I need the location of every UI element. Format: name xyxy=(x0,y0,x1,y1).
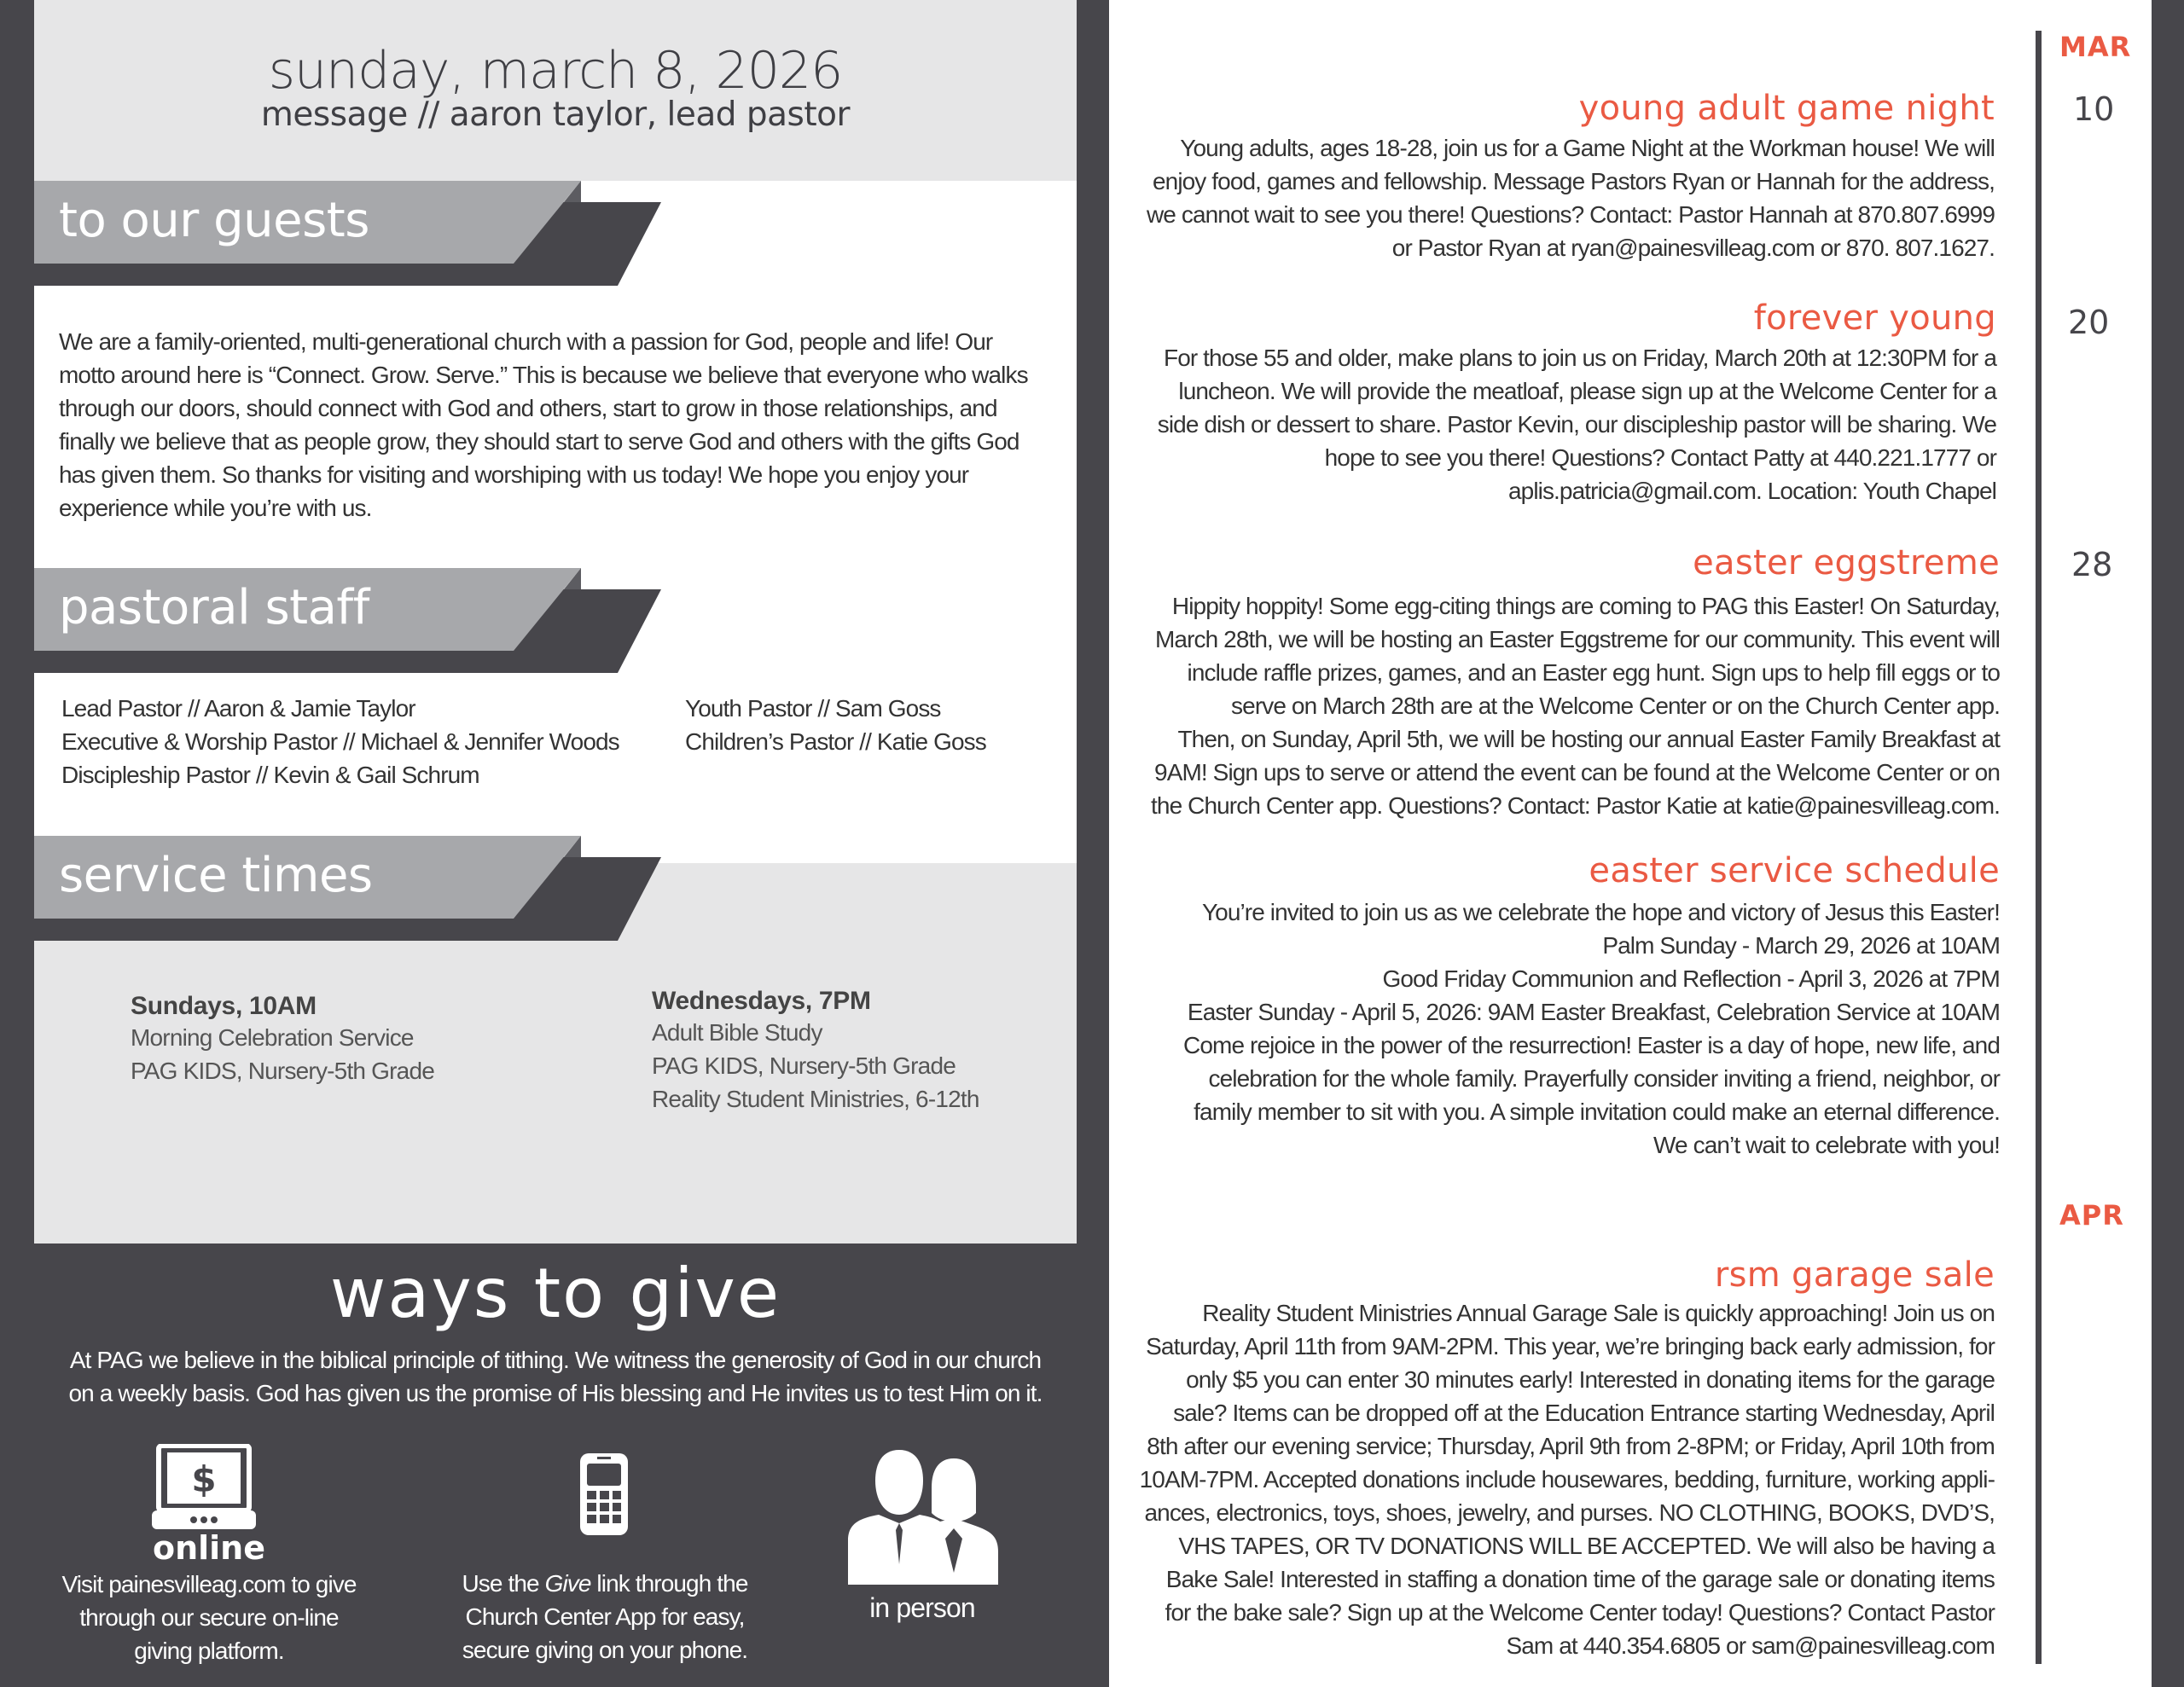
event-easter-eggstreme xyxy=(1109,543,2000,822)
event-young-adult-game-night xyxy=(1109,89,1995,264)
svg-text:$: $ xyxy=(191,1458,217,1500)
section-title: service times xyxy=(59,848,373,903)
text-line: At PAG we believe in the biblical principle of tithing. We witness the generosity of God in our church xyxy=(69,1347,1042,1373)
text-line: the Church Center app. Questions? Contact: Pastor Katie at katie@painesvilleag.com. xyxy=(1151,792,2000,819)
text-line: March 28th, we will be hosting an Easter Eggstreme for our community. This event will xyxy=(1154,626,2000,652)
service-heading: Sundays, 10AM xyxy=(131,992,317,1020)
text-line: Then, on Sunday, April 5th, we will be hosting our annual Easter Family Breakfast at xyxy=(1177,726,2000,752)
text-line: We are a family-oriented, multi-generational church with a passion for God, people and life! Our xyxy=(59,328,993,355)
text-line: aplis.patricia@gmail.com. Location: Youth Chapel xyxy=(1507,478,1996,504)
text-line: Children’s Pastor // Katie Goss xyxy=(685,728,986,755)
give-intro xyxy=(34,1342,1077,1409)
text-line: Hippity hoppity! Some egg-citing things are coming to PAG this Easter! On Saturday, xyxy=(1171,593,2000,619)
day-number: 20 xyxy=(2068,304,2110,341)
section-banner-staff xyxy=(34,568,665,675)
give-title: ways to give xyxy=(329,1254,781,1333)
service-sunday xyxy=(131,992,434,1087)
text-line: Youth Pastor // Sam Goss xyxy=(685,695,941,722)
staff-column-1 xyxy=(61,692,619,791)
text-line: For those 55 and older, make plans to join us on Friday, March 20th at 12:30PM for a xyxy=(1163,345,1996,371)
text-line: for the bake sale? Sign up at the Welcome Center today! Questions? Contact Pastor xyxy=(1165,1599,1995,1626)
text-line: Bake Sale! Interested in staffing a donation time of the garage sale or donating items xyxy=(1165,1566,1995,1592)
message-speaker: message // aaron taylor, lead pastor xyxy=(260,96,851,134)
laptop-dollar-icon xyxy=(152,1444,256,1535)
text-line: Come rejoice in the power of the resurrection! Easter is a day of hope, new life, and xyxy=(1183,1032,2000,1058)
text-part: link through the xyxy=(590,1570,748,1597)
online-label: online xyxy=(152,1529,266,1567)
text-line: only $5 you can enter 30 minutes early! Interested in donating items for the garage xyxy=(1186,1366,1995,1393)
text-line: hope to see you there! Questions? Contact Patty at 440.221.1777 or xyxy=(1324,444,1996,471)
text-line: through our secure on-line xyxy=(79,1604,339,1631)
text-line: Morning Celebration Service xyxy=(131,1024,414,1051)
text-line: on a weekly basis. God has given us the promise of His blessing and He invites us to test Him on it. xyxy=(68,1380,1043,1406)
text-line xyxy=(434,1567,775,1600)
service-heading: Wednesdays, 7PM xyxy=(652,987,871,1015)
text-line: Young adults, ages 18-28, join us for a Game Night at the Workman house! We will xyxy=(1180,135,1995,161)
section-title: pastoral staff xyxy=(59,580,369,635)
event-description xyxy=(1109,896,2000,1162)
online-text xyxy=(38,1568,380,1667)
event-title: rsm garage sale xyxy=(1714,1255,1995,1295)
text-line: 9AM! Sign ups to serve or attend the event can be found at the Welcome Center or on xyxy=(1154,759,2000,786)
service-lines xyxy=(652,1016,979,1116)
text-line: PAG KIDS, Nursery-5th Grade xyxy=(131,1058,435,1084)
text-line: has given them. So thanks for visiting and worshiping with us today! We hope you enjoy your xyxy=(59,461,969,488)
event-easter-service-schedule xyxy=(1109,851,2000,1162)
section-title: to our guests xyxy=(59,193,369,248)
event-title: forever young xyxy=(1753,299,1996,338)
text-part: Use the xyxy=(462,1570,545,1597)
in-person-label: in person xyxy=(869,1592,975,1623)
text-line: celebration for the whole family. Prayerfully consider inviting a friend, neighbor, or xyxy=(1208,1065,2000,1092)
text-line: Church Center App for easy, xyxy=(465,1603,745,1630)
event-title: easter service schedule xyxy=(1589,851,2000,890)
text-line: serve on March 28th are at the Welcome Center or on the Church Center app. xyxy=(1231,693,2000,719)
text-line: through our doors, should connect with God and others, start to grow in those relationships, and xyxy=(59,395,997,421)
app-text xyxy=(434,1567,775,1667)
text-line: 10AM-7PM. Accepted donations include housewares, bedding, furniture, working appli- xyxy=(1139,1466,1995,1493)
text-line: Executive & Worship Pastor // Michael & Jennifer Woods xyxy=(61,728,619,755)
text-line: experience while you’re with us. xyxy=(59,495,372,521)
text-line: enjoy food, games and fellowship. Message Pastors Ryan or Hannah for the address, xyxy=(1152,168,1995,194)
service-lines xyxy=(131,1021,434,1087)
text-line: luncheon. We will provide the meatloaf, please sign up at the Welcome Center for a xyxy=(1178,378,1996,404)
text-line: we cannot wait to see you there! Questions? Contact: Pastor Hannah at 870.807.6999 xyxy=(1146,201,1995,228)
text-line: family member to sit with you. A simple invitation could make an eternal difference. xyxy=(1194,1099,2000,1125)
service-date: sunday, march 8, 2026 xyxy=(268,41,843,101)
text-line: finally we believe that as people grow, they should start to serve God and others with the gifts God xyxy=(59,428,1019,455)
text-line: include raffle prizes, games, and an Easter egg hunt. Sign ups to help fill eggs or to xyxy=(1187,659,2000,686)
timeline-line xyxy=(2036,31,2042,1664)
text-line: Reality Student Ministries, 6-12th xyxy=(652,1086,979,1112)
day-number: 28 xyxy=(2071,546,2113,583)
people-icon xyxy=(848,1446,998,1589)
event-description xyxy=(1109,1296,1995,1662)
staff-column-2 xyxy=(685,692,986,758)
text-line: Reality Student Ministries Annual Garage Sale is quickly approaching! Join us on xyxy=(1202,1300,1995,1326)
event-title: easter eggstreme xyxy=(1693,543,2000,583)
event-forever-young xyxy=(1109,299,1996,507)
section-banner-service xyxy=(34,836,665,942)
text-line: We can’t wait to celebrate with you! xyxy=(1653,1132,2000,1158)
text-line: PAG KIDS, Nursery-5th Grade xyxy=(652,1052,956,1079)
event-rsm-garage-sale xyxy=(1109,1255,1995,1662)
day-number: 10 xyxy=(2073,90,2115,128)
event-title: young adult game night xyxy=(1578,89,1995,128)
text-line: Visit painesvilleag.com to give xyxy=(61,1571,357,1597)
text-line: You’re invited to join us as we celebrate the hope and victory of Jesus this Easter! xyxy=(1201,899,2000,925)
event-description xyxy=(1109,131,1995,264)
month-label-mar: MAR xyxy=(2059,31,2132,63)
month-label-apr: APR xyxy=(2059,1199,2124,1232)
event-description xyxy=(1109,589,2000,822)
text-line: Discipleship Pastor // Kevin & Gail Schrum xyxy=(61,762,479,788)
text-line: Lead Pastor // Aaron & Jamie Taylor xyxy=(61,695,415,722)
text-line: VHS TAPES, OR TV DONATIONS WILL BE ACCEPTED. We will also be having a xyxy=(1178,1533,1995,1559)
text-line: Sam at 440.354.6805 or sam@painesvilleag.com xyxy=(1506,1632,1995,1659)
event-description xyxy=(1109,341,1996,507)
text-line: ances, electronics, toys, shoes, jewelry, and purses. NO CLOTHING, BOOKS, DVD’S, xyxy=(1144,1499,1995,1526)
text-line: or Pastor Ryan at ryan@painesvilleag.com or 870. 807.1627. xyxy=(1391,235,1995,261)
text-line: side dish or dessert to share. Pastor Kevin, our discipleship pastor will be sharing. We xyxy=(1157,411,1996,438)
text-line: Good Friday Communion and Reflection - April 3, 2026 at 7PM xyxy=(1382,965,2000,992)
text-line: Easter Sunday - April 5, 2026: 9AM Easter Breakfast, Celebration Service at 10AM xyxy=(1187,999,2000,1025)
text-line: 8th after our evening service; Thursday, April 9th from 2-8PM; or Friday, April 10th from xyxy=(1147,1433,1995,1459)
text-line: Palm Sunday - March 29, 2026 at 10AM xyxy=(1602,932,2000,959)
section-banner-guests xyxy=(34,181,665,287)
guests-text xyxy=(59,325,1028,525)
text-line: secure giving on your phone. xyxy=(462,1637,748,1663)
service-wednesday xyxy=(652,987,979,1116)
text-line: Adult Bible Study xyxy=(652,1019,822,1046)
text-line: Saturday, April 11th from 9AM-2PM. This year, we’re bringing back early admission, for xyxy=(1146,1333,1995,1359)
text-line: giving platform. xyxy=(134,1638,284,1664)
app-text-lines xyxy=(434,1600,775,1667)
phone-icon xyxy=(578,1452,630,1541)
text-line: motto around here is “Connect. Grow. Serve.” This is because we believe that everyone who walks xyxy=(59,362,1028,388)
text-line: sale? Items can be dropped off at the Education Entrance starting Wednesday, April xyxy=(1173,1400,1995,1426)
give-link-emphasis: Give xyxy=(544,1570,591,1597)
